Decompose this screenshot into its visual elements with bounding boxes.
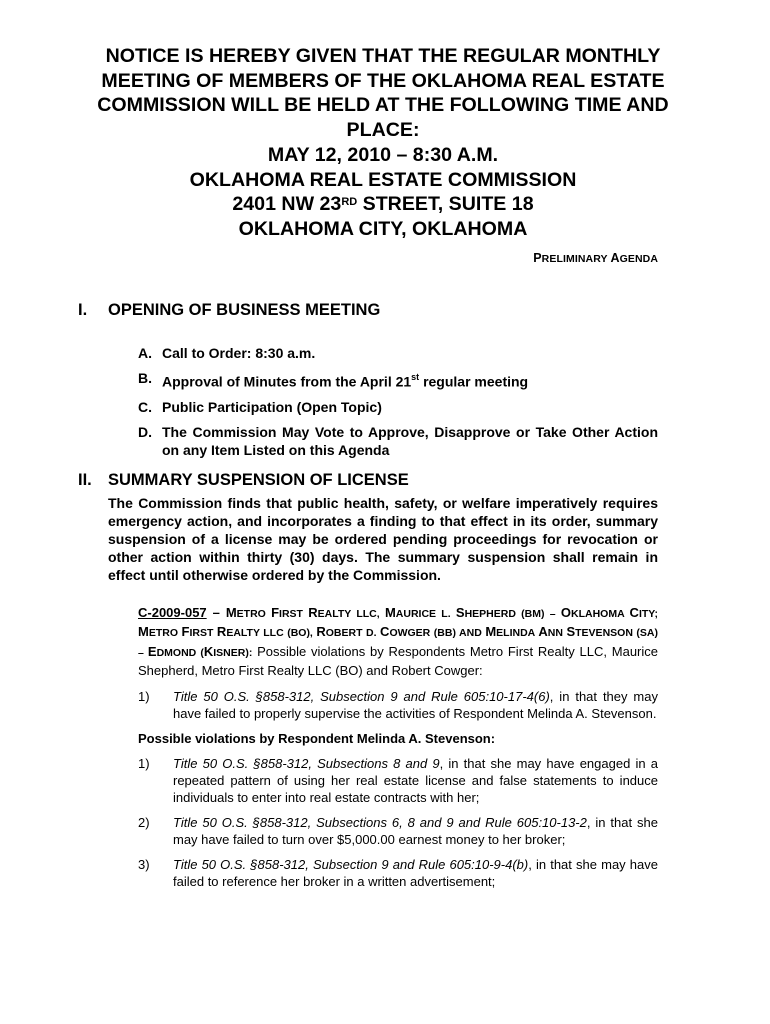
party-text: ISNER): [213,646,253,659]
event-city: OKLAHOMA CITY, OKLAHOMA [238,217,528,240]
party-text: K [203,643,214,659]
notice-title: NOTICE IS HEREBY GIVEN THAT THE REGULAR MONTHLY MEETING OF MEMBERS OF THE OKLAHOMA REAL ESTATE COMMISSION WILL BE HELD AT THE FOLLOWING TIME AND PLACE: [97,45,669,141]
preliminary-agenda-label: PRELIMINARY AGENDA [533,251,658,265]
party-text: M [138,624,149,640]
party-text: KLAHOMA [571,607,630,620]
party-text: F [271,604,280,620]
party-text: EALTY LLC, [317,607,385,620]
party-text: E [147,643,157,659]
party-text: ETRO [236,607,272,620]
party-text: DMOND ( [156,646,204,659]
party-text: M [225,604,237,620]
party-text: AURICE L. [395,607,456,620]
party-text: IRST [279,607,309,620]
section-2-paragraph: The Commission finds that public health, safety, or welfare imperatively requires emergency action, and incorporates a finding to that effect in its order, summary suspension of a license may be ordered pending proceedings for revocation or other action within thirty (30) days. The summary suspension shall remain in effect until otherwise ordered by the Commission. [108,494,658,583]
party-text: R [308,604,318,620]
party-text: M [384,604,396,620]
list-item: B. Approval of Minutes from the April 21st regular meeting [138,370,529,390]
case-block [138,604,658,891]
section-1-heading: I. OPENING OF BUSINESS MEETING [78,301,381,319]
party-text: OWGER (BB) AND [389,627,486,640]
list-item: D. The Commission May Vote to Approve, Disapprove or Take Other Action on any Item Listed on this Agenda [138,423,658,458]
party-text: ETRO [148,627,182,640]
event-address: 2401 NW 23RD STREET, SUITE 18 [232,193,534,215]
party-text: S [455,604,465,620]
party-text: NN [547,627,567,640]
event-datetime: MAY 12, 2010 – 8:30 A.M. [267,144,499,166]
party-text: ELINDA [496,627,539,640]
case-intro: Possible violations by Respondents Metro First Realty LLC, Maurice Shepherd, Metro First Realty LLC (BO) and Robert Cowger: [138,643,658,679]
list-item: A. Call to Order: 8:30 a.m. [138,345,316,361]
list-item: C. Public Participation (Open Topic) [138,398,382,415]
party-text: EALTY LLC (BO), [226,627,317,640]
party-text: A [538,624,548,640]
event-venue: OKLAHOMA REAL ESTATE COMMISSION [189,168,577,191]
case-number: C-2009-057 [138,604,207,620]
party-text: M [485,624,497,640]
party-text: HEPHERD (BM) – [464,607,561,620]
party-text: TEVENSON (SA) – [138,627,658,659]
section-2-heading: II. SUMMARY SUSPENSION OF LICENSE [78,470,409,489]
party-text: ITY; [638,607,658,620]
party-text: R [316,624,326,640]
list-item: 1) Title 50 O.S. §858-312, Subsection 9 and Rule 605:10-17-4(6), in that they may have failed to properly supervise the activities of Respondent Melinda A. Stevenson. [138,688,658,721]
list-item: 1) Title 50 O.S. §858-312, Subsections 8 and 9, in that she may have engaged in a repeated pattern of using her real estate license and false statements to induce individuals to enter into real estate contracts with her; [138,756,658,806]
list-item: 3) Title 50 O.S. §858-312, Subsection 9 and Rule 605:10-9-4(b), in that she may have failed to reference her broker in a written advertisement; [138,857,658,890]
list-item: 2) Title 50 O.S. §858-312, Subsections 6, 8 and 9 and Rule 605:10-13-2, in that she may have failed to turn over $5,000.00 earnest money to her broker; [138,815,658,848]
case-header: C-2009-057 – METRO FIRST REALTY LLC, MAURICE L. SHEPHERD (BM) – OKLAHOMA CITY; METRO FIRST REALTY LLC (BO), ROBERT D. COWGER (BB) AND MELINDA ANN STEVENSON (SA) – EDMOND (KISNER): Possible violations by Respondents Metro First Realty LLC, Maurice Shepherd, Metro First Realty LLC (BO) and Robert Cowger: [138,604,658,679]
party-text: F [181,624,190,640]
party-text: R [216,624,227,640]
party-text: O [560,604,571,620]
party-text: S [566,624,576,640]
section-1-list [138,344,658,459]
party-text: OBERT D. [325,627,381,640]
party-text: IRST [189,627,217,640]
party-text: C [380,624,390,640]
event-details [108,143,658,241]
violations-subhead: Possible violations by Respondent Melinda A. Stevenson: [138,730,496,746]
party-text: C [629,604,639,620]
notice-header [80,44,686,142]
